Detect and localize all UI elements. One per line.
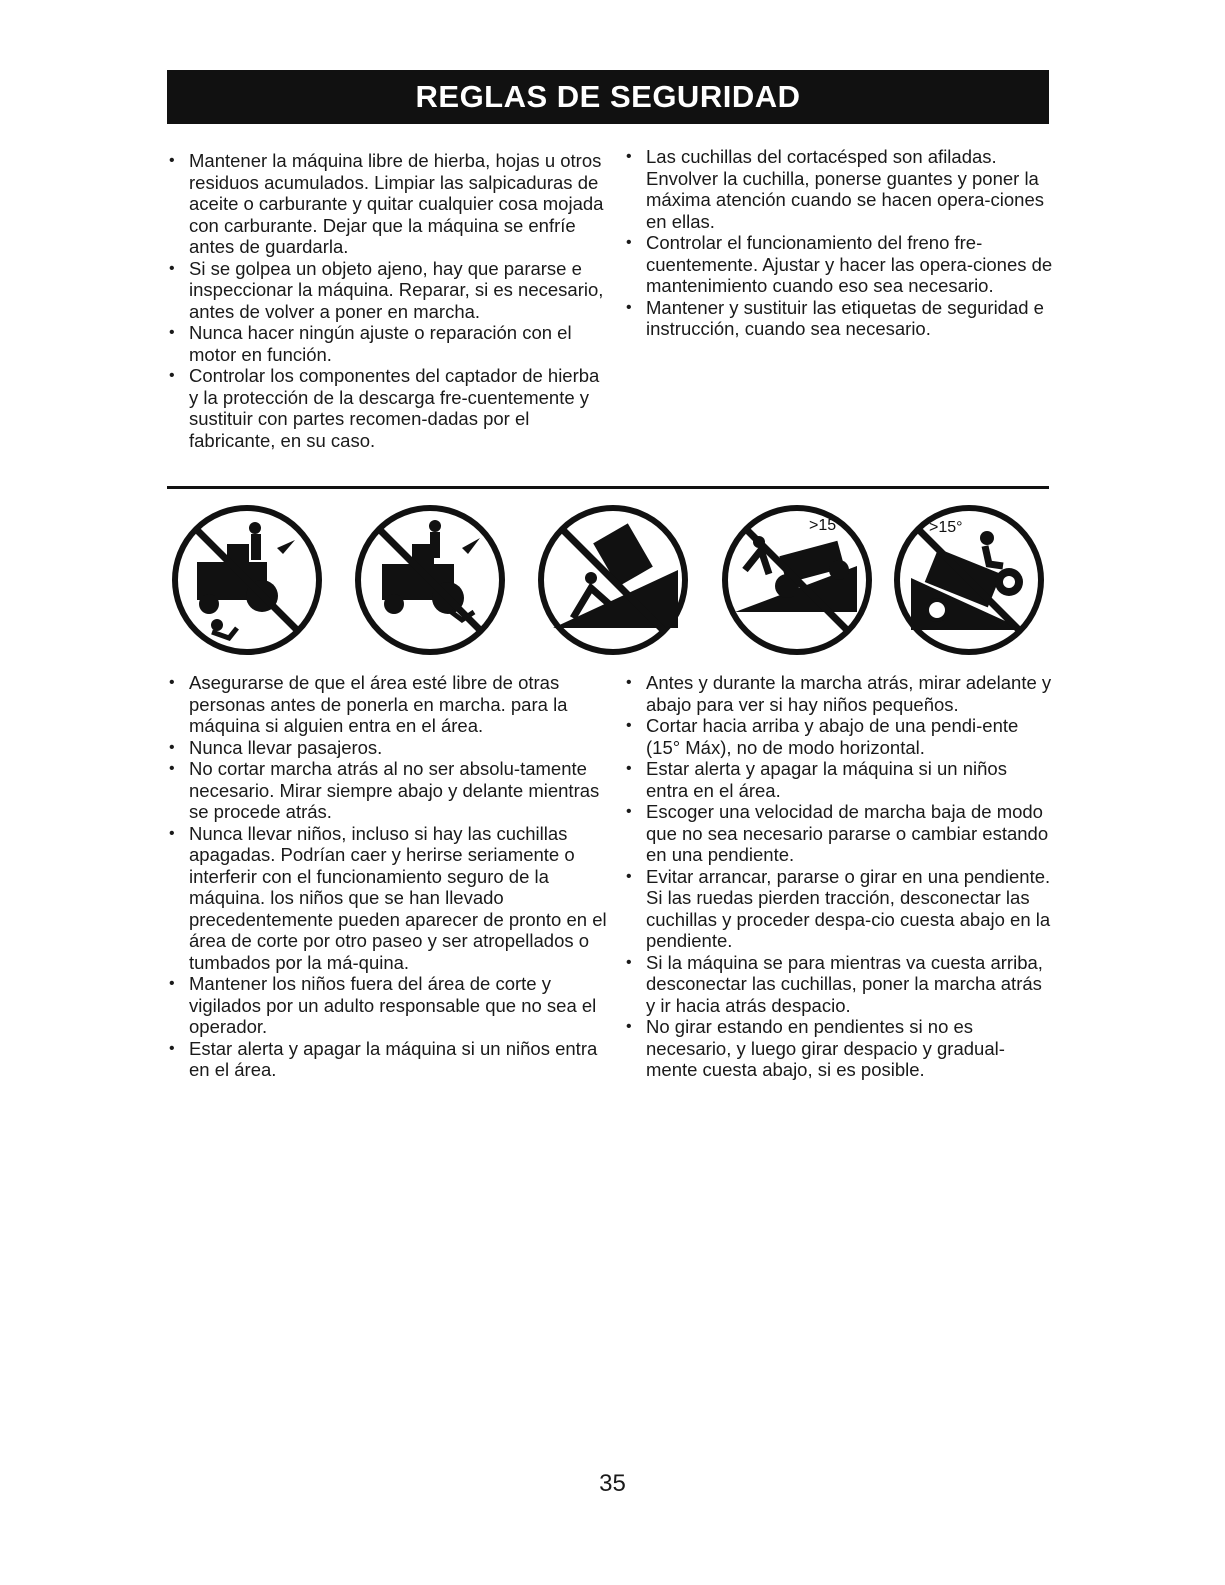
rule-item: • Mantener la máquina libre de hierba, hojas u otros residuos acumulados. Limpiar las salpicaduras de aceite o carburante y quitar cualquier cosa mojada con carburante. Dejar que la máquina se enfríe antes de guardarla. (167, 150, 607, 258)
rule-item: • Las cuchillas del cortacésped son afiladas. Envolver la cuchilla, ponerse guantes y poner la máxima atención cuando se hacen opera-ciones en ellas. (624, 146, 1054, 232)
divider-line (167, 486, 1049, 489)
rule-item: • Asegurarse de que el área esté libre de otras personas antes de ponerla en marcha. para la máquina si alguien entra en el área. (167, 672, 607, 737)
bottom-left-rules (167, 672, 607, 1081)
rule-item: • Evitar arrancar, pararse o girar en una pendiente. Si las ruedas pierden tracción, desconectar las cuchillas y proceder despa-cio cuesta abajo en la pendiente. (624, 866, 1054, 952)
rule-item: • Escoger una velocidad de marcha baja de modo que no sea necesario pararse o cambiar estando en una pendiente. (624, 801, 1054, 866)
no-steep-downhill-icon (889, 500, 1049, 660)
rule-item: • Nunca llevar pasajeros. (167, 737, 607, 759)
rule-item: • Mantener los niños fuera del área de corte y vigilados por un adulto responsable que no sea el operador. (167, 973, 607, 1038)
rule-item: • Si la máquina se para mientras va cuesta arriba, desconectar las cuchillas, poner la marcha atrás y ir hacia atrás despacio. (624, 952, 1054, 1017)
section-title-bar (167, 70, 1049, 124)
rule-item: • Controlar el funcionamiento del freno fre-cuentemente. Ajustar y hacer las opera-ciones de mantenimiento cuando eso sea necesario. (624, 232, 1054, 297)
safety-pictograms (167, 500, 1049, 660)
rule-item: • Estar alerta y apagar la máquina si un niños entra en el área. (167, 1038, 607, 1081)
rule-item: • No cortar marcha atrás al no ser absolu-tamente necesario. Mirar siempre abajo y delante mientras se procede atrás. (167, 758, 607, 823)
rule-item: • Mantener y sustituir las etiquetas de seguridad e instrucción, cuando sea necesario. (624, 297, 1054, 340)
no-steep-uphill-icon (717, 500, 877, 660)
section-title: REGLAS DE SEGURIDAD (415, 79, 801, 114)
rule-item: • Controlar los componentes del captador de hierba y la protección de la descarga fre-cuentemente y sustituir con partes recomen-dadas por el fabricante, en su caso. (167, 365, 607, 451)
rule-item: • Nunca hacer ningún ajuste o reparación con el motor en función. (167, 322, 607, 365)
rule-item: • Antes y durante la marcha atrás, mirar adelante y abajo para ver si hay niños pequeños. (624, 672, 1054, 715)
top-left-rules (167, 150, 607, 451)
rule-item: • Nunca llevar niños, incluso si hay las cuchillas apagadas. Podrían caer y herirse seriamente o interferir con el funcionamiento seguro de la máquina. los niños que se han llevado precedentemente pueden aparecer de pronto en el área de corte por otro paseo y ser atropellados o tumbados por la má-quina. (167, 823, 607, 974)
bottom-right-rules (624, 672, 1054, 1081)
slope-label: >15° (809, 517, 843, 534)
rule-item: • No girar estando en pendientes si no es necesario, y luego girar despacio y gradual-mente cuesta abajo, si es posible. (624, 1016, 1054, 1081)
no-bystanders-icon (167, 500, 327, 660)
slope-label: >15° (929, 519, 963, 536)
rule-item: • Cortar hacia arriba y abajo de una pendi-ente (15° Máx), no de modo horizontal. (624, 715, 1054, 758)
page-number: 35 (599, 1470, 626, 1497)
no-passengers-icon (350, 500, 510, 660)
top-right-rules (624, 146, 1054, 340)
no-tipping-icon (533, 500, 693, 660)
rule-item: • Si se golpea un objeto ajeno, hay que pararse e inspeccionar la máquina. Reparar, si es necesario, antes de volver a poner en marcha. (167, 258, 607, 323)
rule-item: • Estar alerta y apagar la máquina si un niños entra en el área. (624, 758, 1054, 801)
